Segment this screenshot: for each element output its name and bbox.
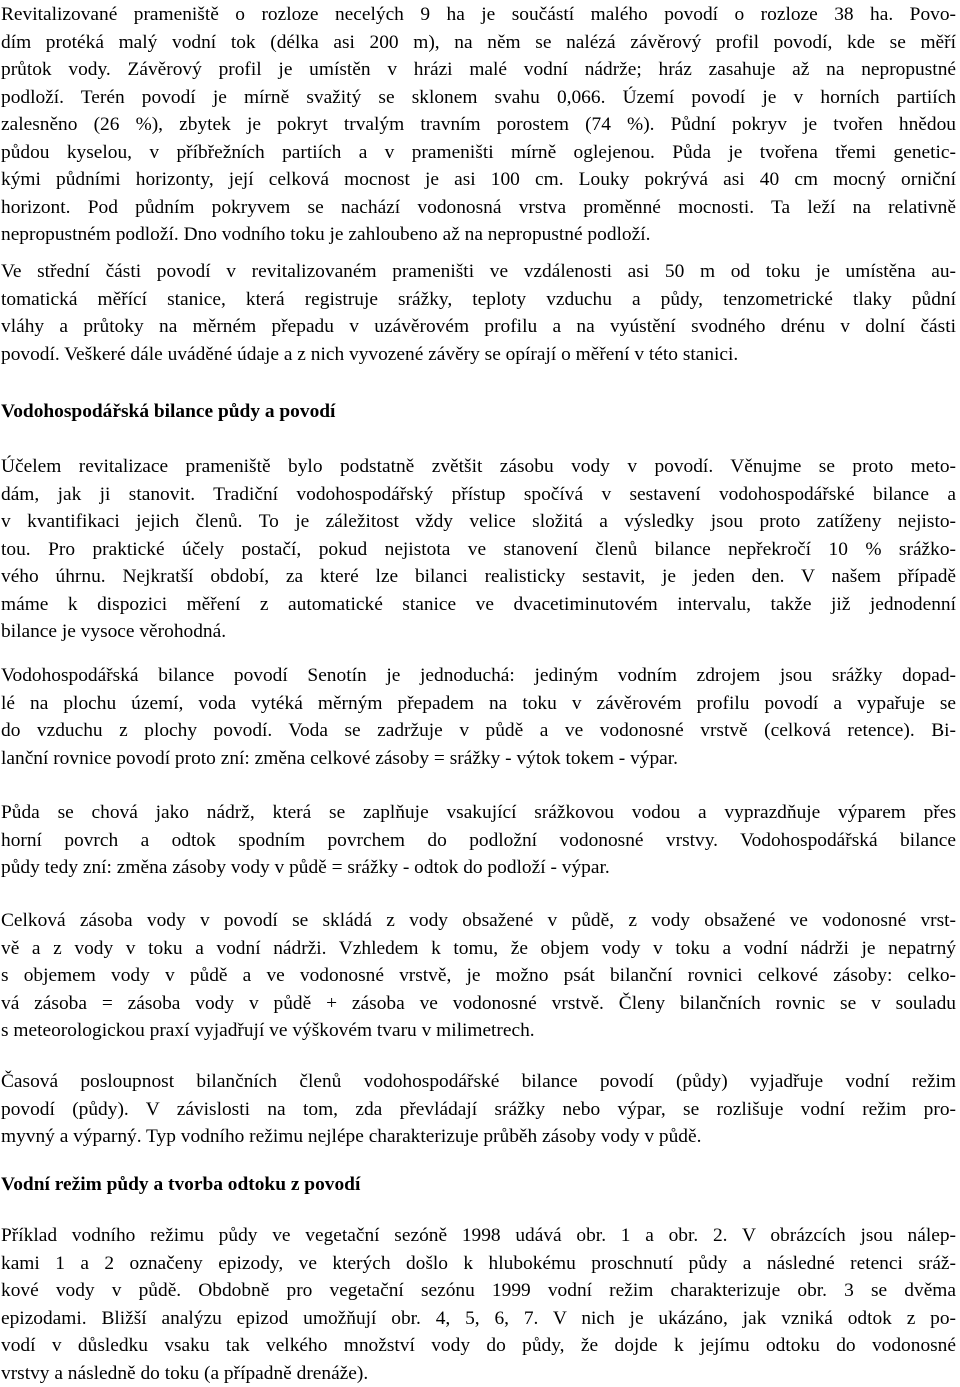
text-line: vrstvy a následně do toku (a případně drenáže). xyxy=(1,1360,956,1387)
paragraph-water-regime xyxy=(1,1068,956,1151)
text-line: epizodami. Bližší analýzu epizod umožňují obr. 4, 5, 6, 7. V nich je ukázáno, jak vzniká odtok z po- xyxy=(1,1305,956,1333)
text-line: do vzduchu z plochy povodí. Voda se zadržuje v půdě a ve vodonosné vrstvě (celková retence). Bi- xyxy=(1,717,956,745)
text-line: vého úhrnu. Nejkratší období, za které lze bilanci realisticky sestavit, je jeden den. V našem případě xyxy=(1,563,956,591)
text-line: dám, jak ji stanovit. Tradiční vodohospodářský přístup spočívá v sestavení vodohospodářské bilance a xyxy=(1,481,956,509)
text-line: v kvantifikaci jejich členů. To je záležitost vždy velice složitá a výsledky jsou proto zatíženy nejisto- xyxy=(1,508,956,536)
text-line: půdy tedy zní: změna zásoby vody v půdě = srážky - odtok do podloží - výpar. xyxy=(1,854,956,882)
text-line: máme k dispozici měření z automatické stanice ve dvacetiminutovém intervalu, takže již jednodenní xyxy=(1,591,956,619)
text-line: lanční rovnice povodí proto zní: změna celkové zásoby = srážky - výtok tokem - výpar. xyxy=(1,745,956,773)
text-line: Ve střední části povodí v revitalizovaném prameništi ve vzdálenosti asi 50 m od toku je umístěna au- xyxy=(1,258,956,286)
text-line: průtok vody. Závěrový profil je umístěn v hrázi malé vodní nádrže; hráz zasahuje až na nepropustné xyxy=(1,56,956,84)
text-line: povodí. Veškeré dále uváděné údaje a z nich vyvozené závěry se opírají o měření v této stanici. xyxy=(1,341,956,369)
text-line: vodí v důsledku vsaku tak velkého množství vody do půdy, že dojde k jejímu odtoku do vodonosné xyxy=(1,1332,956,1360)
paragraph-catchment-balance xyxy=(1,662,956,772)
text-line: Časová posloupnost bilančních členů vodohospodářské bilance povodí (půdy) vyjadřuje vodní režim xyxy=(1,1068,956,1096)
text-line: s meteorologickou praxí vyjadřují ve výškovém tvaru v milimetrech. xyxy=(1,1017,956,1045)
text-line: zalesněno (26 %), zbytek je pokryt trvalým travním porostem (74 %). Půdní pokryv je tvořen hnědou xyxy=(1,111,956,139)
text-line: půdou kyselou, v příbřežních partiích a v prameništi mírně oglejenou. Půda je tvořena třemi genetic- xyxy=(1,139,956,167)
text-line: vá zásoba = zásoba vody v půdě + zásoba ve vodonosné vrstvě. Členy bilančních rovnic se v souladu xyxy=(1,990,956,1018)
text-line: lé na plochu území, voda vytéká měrným přepadem na toku v závěrovém profilu povodí a vypařuje se xyxy=(1,690,956,718)
section-heading-water-balance: Vodohospodářská bilance půdy a povodí xyxy=(1,398,956,426)
text-line: Půda se chová jako nádrž, která se zaplňuje vsakující srážkovou vodou a vyprazdňuje výparem přes xyxy=(1,799,956,827)
text-line: tomatická měřící stanice, která registruje srážky, teploty vzduchu a půdy, tenzometrické tlaky půdní xyxy=(1,286,956,314)
paragraph-soil-balance xyxy=(1,799,956,882)
text-line: kými půdními horizonty, její celková mocnost je asi 100 cm. Louky pokrývá asi 40 cm mocný orniční xyxy=(1,166,956,194)
text-line: tou. Pro praktické účely postačí, pokud nejistota ve stanovení členů bilance nepřekročí 10 % srážko- xyxy=(1,536,956,564)
paragraph-regime-example xyxy=(1,1222,956,1387)
text-line: dím protéká malý vodní tok (délka asi 200 m), na něm se nalézá závěrový profil povodí, kde se měří xyxy=(1,29,956,57)
text-line: kové vody v půdě. Obdobně pro vegetační sezónu 1999 vodní režim charakterizuje obr. 3 se dvěma xyxy=(1,1277,956,1305)
text-line: povodí (půdy). V závislosti na tom, zda převládají srážky nebo výpar, se rozlišuje vodní režim pro- xyxy=(1,1096,956,1124)
paragraph-total-storage xyxy=(1,907,956,1045)
text-line: myvný a výparný. Typ vodního režimu nejlépe charakterizuje průběh zásoby vody v půdě. xyxy=(1,1123,956,1151)
text-line: Příklad vodního režimu půdy ve vegetační sezóně 1998 udává obr. 1 a obr. 2. V obrázcích jsou nálep- xyxy=(1,1222,956,1250)
text-line: podloží. Terén povodí je mírně svažitý se sklonem svahu 0,066. Území povodí je v horních partiích xyxy=(1,84,956,112)
text-line: Celková zásoba vody v povodí se skládá z vody obsažené v půdě, z vody obsažené ve vodonosné vrst- xyxy=(1,907,956,935)
text-line: Vodohospodářská bilance povodí Senotín je jednoduchá: jediným vodním zdrojem jsou srážky dopad- xyxy=(1,662,956,690)
paragraph-revitalization-purpose xyxy=(1,453,956,646)
text-line: Revitalizované prameniště o rozloze necelých 9 ha je součástí malého povodí o rozloze 38 ha. Povo- xyxy=(1,1,956,29)
text-line: Účelem revitalizace prameniště bylo podstatně zvětšit zásobu vody v povodí. Věnujme se proto meto- xyxy=(1,453,956,481)
text-line: vě a z vody v toku a vodní nádrži. Vzhledem k tomu, že objem vody v toku a vodní nádrži je nepatrný xyxy=(1,935,956,963)
text-line: nepropustném podloží. Dno vodního toku je zahloubeno až na nepropustné podloží. xyxy=(1,221,956,249)
text-line: s objemem vody v půdě a ve vodonosné vrstvě, je možno psát bilanční rovnici celkové zásoby: celko- xyxy=(1,962,956,990)
section-heading-soil-water-regime: Vodní režim půdy a tvorba odtoku z povodí xyxy=(1,1171,956,1199)
text-line: horní povrch a odtok spodním povrchem do podložní vodonosné vrstvy. Vodohospodářská bilance xyxy=(1,827,956,855)
text-line: vláhy a průtoky na měrném přepadu v uzávěrovém profilu a na vyústění svodného drénu v dolní části xyxy=(1,313,956,341)
text-line: kami 1 a 2 označeny epizody, ve kterých došlo k hlubokému proschnutí půdy a následné retenci sráž- xyxy=(1,1250,956,1278)
text-line: bilance je vysoce věrohodná. xyxy=(1,618,956,646)
paragraph-catchment-description xyxy=(1,1,956,249)
paragraph-measuring-station xyxy=(1,258,956,368)
text-line: horizont. Pod půdním pokryvem se nachází vodonosná vrstva proměnné mocnosti. Ta leží na relativně xyxy=(1,194,956,222)
